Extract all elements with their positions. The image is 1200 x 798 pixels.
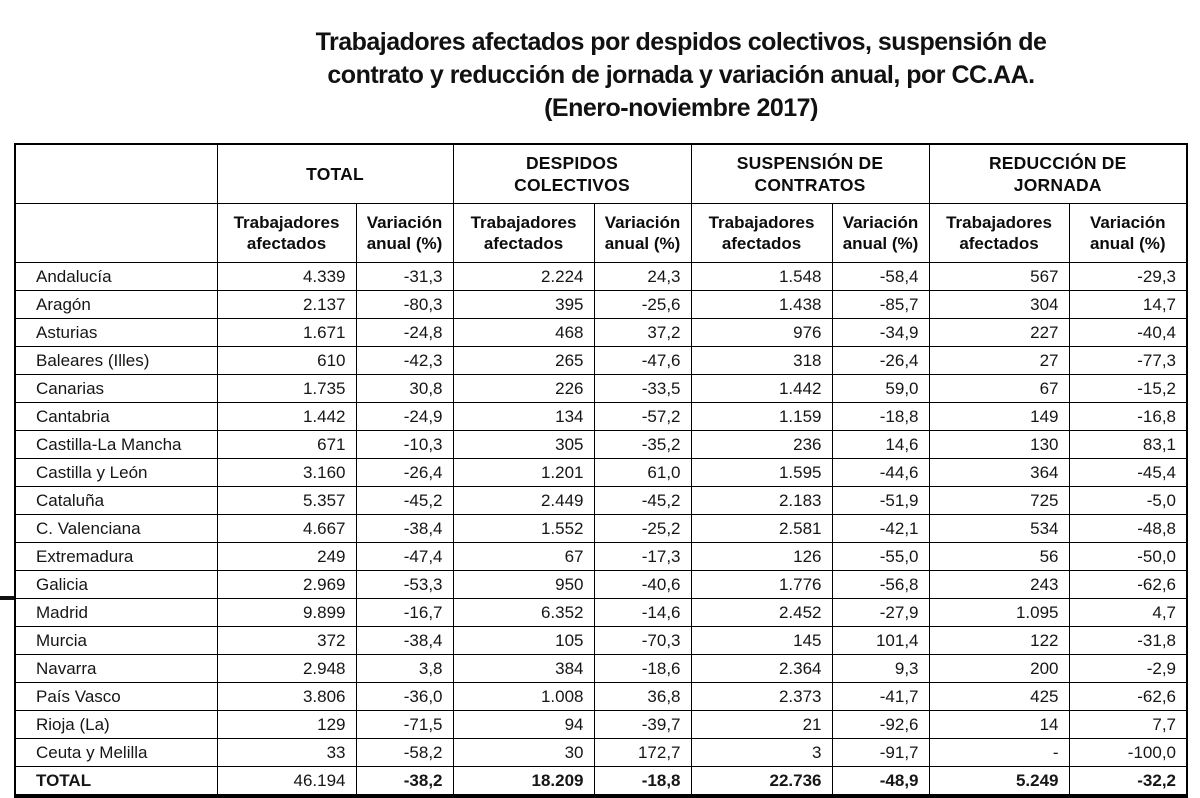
value-cell: -42,1: [832, 515, 929, 543]
value-cell: 14,6: [832, 431, 929, 459]
value-cell: 21: [691, 711, 832, 739]
value-cell: 265: [453, 347, 594, 375]
value-cell: 2.373: [691, 683, 832, 711]
value-cell: 56: [929, 543, 1069, 571]
value-cell: -45,2: [356, 487, 453, 515]
value-cell: -27,9: [832, 599, 929, 627]
value-cell: 67: [453, 543, 594, 571]
value-cell: 2.449: [453, 487, 594, 515]
value-cell: -85,7: [832, 291, 929, 319]
value-cell: -5,0: [1069, 487, 1187, 515]
value-cell: -26,4: [832, 347, 929, 375]
value-cell: 5.357: [217, 487, 356, 515]
value-cell: -16,7: [356, 599, 453, 627]
total-value-cell: -38,2: [356, 767, 453, 797]
value-cell: 3.160: [217, 459, 356, 487]
value-cell: -100,0: [1069, 739, 1187, 767]
value-cell: 468: [453, 319, 594, 347]
value-cell: 37,2: [594, 319, 691, 347]
total-value-cell: 5.249: [929, 767, 1069, 797]
table-row: [15, 263, 1187, 291]
value-cell: 1.438: [691, 291, 832, 319]
value-cell: -18,8: [832, 403, 929, 431]
value-cell: 200: [929, 655, 1069, 683]
value-cell: -31,8: [1069, 627, 1187, 655]
value-cell: -39,7: [594, 711, 691, 739]
subheader-suspension-variacion: Variación anual (%): [832, 204, 929, 263]
value-cell: 671: [217, 431, 356, 459]
value-cell: 1.008: [453, 683, 594, 711]
value-cell: 249: [217, 543, 356, 571]
region-cell: Andalucía: [15, 263, 217, 291]
value-cell: 976: [691, 319, 832, 347]
value-cell: 30: [453, 739, 594, 767]
region-cell: Aragón: [15, 291, 217, 319]
region-cell: Castilla y León: [15, 459, 217, 487]
value-cell: -70,3: [594, 627, 691, 655]
value-cell: -31,3: [356, 263, 453, 291]
total-value-cell: -48,9: [832, 767, 929, 797]
value-cell: -45,2: [594, 487, 691, 515]
value-cell: -48,8: [1069, 515, 1187, 543]
region-cell: C. Valenciana: [15, 515, 217, 543]
value-cell: -15,2: [1069, 375, 1187, 403]
total-value-cell: 22.736: [691, 767, 832, 797]
table-row: [15, 291, 1187, 319]
region-cell: Cataluña: [15, 487, 217, 515]
value-cell: 2.224: [453, 263, 594, 291]
value-cell: -53,3: [356, 571, 453, 599]
value-cell: 24,3: [594, 263, 691, 291]
value-cell: -33,5: [594, 375, 691, 403]
value-cell: -35,2: [594, 431, 691, 459]
region-cell: Extremadura: [15, 543, 217, 571]
subheader-reduccion-variacion: Variación anual (%): [1069, 204, 1187, 263]
group-header-reduccion-label: REDUCCIÓN DE JORNADA: [988, 153, 1127, 195]
total-value-cell: -18,8: [594, 767, 691, 797]
subheader-total-trabajadores: Trabajadores afectados: [217, 204, 356, 263]
region-cell: Cantabria: [15, 403, 217, 431]
region-cell: Castilla-La Mancha: [15, 431, 217, 459]
value-cell: 1.201: [453, 459, 594, 487]
table-row: [15, 375, 1187, 403]
value-cell: 105: [453, 627, 594, 655]
value-cell: -91,7: [832, 739, 929, 767]
region-cell: Asturias: [15, 319, 217, 347]
value-cell: 372: [217, 627, 356, 655]
value-cell: -41,7: [832, 683, 929, 711]
value-cell: 226: [453, 375, 594, 403]
total-value-cell: 18.209: [453, 767, 594, 797]
value-cell: 304: [929, 291, 1069, 319]
total-row: [15, 767, 1187, 797]
value-cell: 61,0: [594, 459, 691, 487]
value-cell: 130: [929, 431, 1069, 459]
value-cell: -40,6: [594, 571, 691, 599]
value-cell: 126: [691, 543, 832, 571]
value-cell: 243: [929, 571, 1069, 599]
region-cell: Ceuta y Melilla: [15, 739, 217, 767]
value-cell: 101,4: [832, 627, 929, 655]
value-cell: 567: [929, 263, 1069, 291]
total-value-cell: -32,2: [1069, 767, 1187, 797]
value-cell: -77,3: [1069, 347, 1187, 375]
table-body: [15, 263, 1187, 797]
group-header-row: [15, 144, 1187, 204]
value-cell: 534: [929, 515, 1069, 543]
value-cell: 9,3: [832, 655, 929, 683]
sub-header-row: [15, 204, 1187, 263]
value-cell: 149: [929, 403, 1069, 431]
table-row: [15, 431, 1187, 459]
value-cell: 36,8: [594, 683, 691, 711]
value-cell: 3: [691, 739, 832, 767]
group-header-total: [217, 144, 453, 204]
value-cell: -2,9: [1069, 655, 1187, 683]
value-cell: -80,3: [356, 291, 453, 319]
value-cell: 236: [691, 431, 832, 459]
value-cell: 67: [929, 375, 1069, 403]
region-cell: Canarias: [15, 375, 217, 403]
value-cell: -58,4: [832, 263, 929, 291]
value-cell: 2.948: [217, 655, 356, 683]
table-header: [15, 144, 1187, 263]
value-cell: 1.552: [453, 515, 594, 543]
subheader-despidos-trabajadores: Trabajadores afectados: [453, 204, 594, 263]
value-cell: -18,6: [594, 655, 691, 683]
value-cell: 4.339: [217, 263, 356, 291]
region-cell: Navarra: [15, 655, 217, 683]
region-cell: Madrid: [15, 599, 217, 627]
value-cell: 2.581: [691, 515, 832, 543]
value-cell: -47,6: [594, 347, 691, 375]
group-header-total-label: TOTAL: [306, 164, 364, 184]
value-cell: 33: [217, 739, 356, 767]
value-cell: 395: [453, 291, 594, 319]
value-cell: 725: [929, 487, 1069, 515]
value-cell: 610: [217, 347, 356, 375]
value-cell: 27: [929, 347, 1069, 375]
value-cell: 1.735: [217, 375, 356, 403]
value-cell: -44,6: [832, 459, 929, 487]
value-cell: 1.776: [691, 571, 832, 599]
value-cell: -71,5: [356, 711, 453, 739]
subheader-reduccion-trabajadores: Trabajadores afectados: [929, 204, 1069, 263]
value-cell: -62,6: [1069, 683, 1187, 711]
value-cell: 1.442: [217, 403, 356, 431]
table-row: [15, 571, 1187, 599]
value-cell: 4.667: [217, 515, 356, 543]
value-cell: 2.183: [691, 487, 832, 515]
table-row: [15, 487, 1187, 515]
value-cell: 172,7: [594, 739, 691, 767]
value-cell: -50,0: [1069, 543, 1187, 571]
value-cell: 2.137: [217, 291, 356, 319]
table-row: [15, 347, 1187, 375]
subheader-suspension-trabajadores: Trabajadores afectados: [691, 204, 832, 263]
group-header-reduccion-jornada: [929, 144, 1187, 204]
value-cell: 1.159: [691, 403, 832, 431]
table-row: [15, 403, 1187, 431]
group-header-suspension-contratos: [691, 144, 929, 204]
region-cell: Murcia: [15, 627, 217, 655]
value-cell: -16,8: [1069, 403, 1187, 431]
value-cell: 384: [453, 655, 594, 683]
value-cell: -92,6: [832, 711, 929, 739]
value-cell: 2.969: [217, 571, 356, 599]
region-cell: País Vasco: [15, 683, 217, 711]
value-cell: -34,9: [832, 319, 929, 347]
value-cell: 1.671: [217, 319, 356, 347]
value-cell: -38,4: [356, 627, 453, 655]
region-cell: Galicia: [15, 571, 217, 599]
table-row: [15, 627, 1187, 655]
value-cell: 1.548: [691, 263, 832, 291]
value-cell: -57,2: [594, 403, 691, 431]
group-header-despidos-label: DESPIDOS COLECTIVOS: [514, 153, 630, 195]
table-row: [15, 655, 1187, 683]
value-cell: 318: [691, 347, 832, 375]
value-cell: 9.899: [217, 599, 356, 627]
data-table: [14, 143, 1188, 798]
corner-cell-bottom: [15, 204, 217, 263]
value-cell: -47,4: [356, 543, 453, 571]
value-cell: 14: [929, 711, 1069, 739]
subheader-total-variacion: Variación anual (%): [356, 204, 453, 263]
group-header-despidos-colectivos: [453, 144, 691, 204]
region-cell: Baleares (Illes): [15, 347, 217, 375]
table-row: [15, 739, 1187, 767]
value-cell: 14,7: [1069, 291, 1187, 319]
value-cell: 950: [453, 571, 594, 599]
value-cell: 3.806: [217, 683, 356, 711]
value-cell: 227: [929, 319, 1069, 347]
table-row: [15, 459, 1187, 487]
value-cell: 1.442: [691, 375, 832, 403]
value-cell: 145: [691, 627, 832, 655]
value-cell: -29,3: [1069, 263, 1187, 291]
value-cell: 30,8: [356, 375, 453, 403]
chart-subtitle-period: (Enero-noviembre 2017): [544, 94, 818, 122]
total-label-cell: TOTAL: [15, 767, 217, 797]
value-cell: -55,0: [832, 543, 929, 571]
value-cell: 2.364: [691, 655, 832, 683]
value-cell: 83,1: [1069, 431, 1187, 459]
value-cell: -24,9: [356, 403, 453, 431]
chart-title-line-2: contrato y reducción de jornada y variación anual, por CC.AA.: [327, 61, 1035, 89]
value-cell: -40,4: [1069, 319, 1187, 347]
value-cell: -36,0: [356, 683, 453, 711]
value-cell: 122: [929, 627, 1069, 655]
value-cell: -45,4: [1069, 459, 1187, 487]
value-cell: 3,8: [356, 655, 453, 683]
value-cell: 1.095: [929, 599, 1069, 627]
value-cell: 4,7: [1069, 599, 1187, 627]
value-cell: -25,6: [594, 291, 691, 319]
value-cell: 134: [453, 403, 594, 431]
value-cell: -62,6: [1069, 571, 1187, 599]
total-value-cell: 46.194: [217, 767, 356, 797]
table-row: [15, 319, 1187, 347]
value-cell: -14,6: [594, 599, 691, 627]
value-cell: 6.352: [453, 599, 594, 627]
chart-title-block: [299, 26, 1063, 125]
value-cell: -17,3: [594, 543, 691, 571]
value-cell: -: [929, 739, 1069, 767]
value-cell: -10,3: [356, 431, 453, 459]
value-cell: 94: [453, 711, 594, 739]
value-cell: 7,7: [1069, 711, 1187, 739]
subheader-despidos-variacion: Variación anual (%): [594, 204, 691, 263]
value-cell: 1.595: [691, 459, 832, 487]
value-cell: 2.452: [691, 599, 832, 627]
value-cell: 305: [453, 431, 594, 459]
corner-cell-top: [15, 144, 217, 204]
value-cell: 425: [929, 683, 1069, 711]
value-cell: -26,4: [356, 459, 453, 487]
value-cell: -42,3: [356, 347, 453, 375]
value-cell: -24,8: [356, 319, 453, 347]
value-cell: -58,2: [356, 739, 453, 767]
value-cell: -25,2: [594, 515, 691, 543]
group-header-suspension-label: SUSPENSIÓN DE CONTRATOS: [736, 153, 884, 195]
region-cell: Rioja (La): [15, 711, 217, 739]
value-cell: 59,0: [832, 375, 929, 403]
table-row: [15, 711, 1187, 739]
table-row: [15, 599, 1187, 627]
table-row: [15, 515, 1187, 543]
value-cell: -56,8: [832, 571, 929, 599]
table-row: [15, 683, 1187, 711]
value-cell: 364: [929, 459, 1069, 487]
value-cell: 129: [217, 711, 356, 739]
table-row: [15, 543, 1187, 571]
chart-title-line-1: Trabajadores afectados por despidos colectivos, suspensión de: [315, 28, 1047, 56]
value-cell: -38,4: [356, 515, 453, 543]
value-cell: -51,9: [832, 487, 929, 515]
